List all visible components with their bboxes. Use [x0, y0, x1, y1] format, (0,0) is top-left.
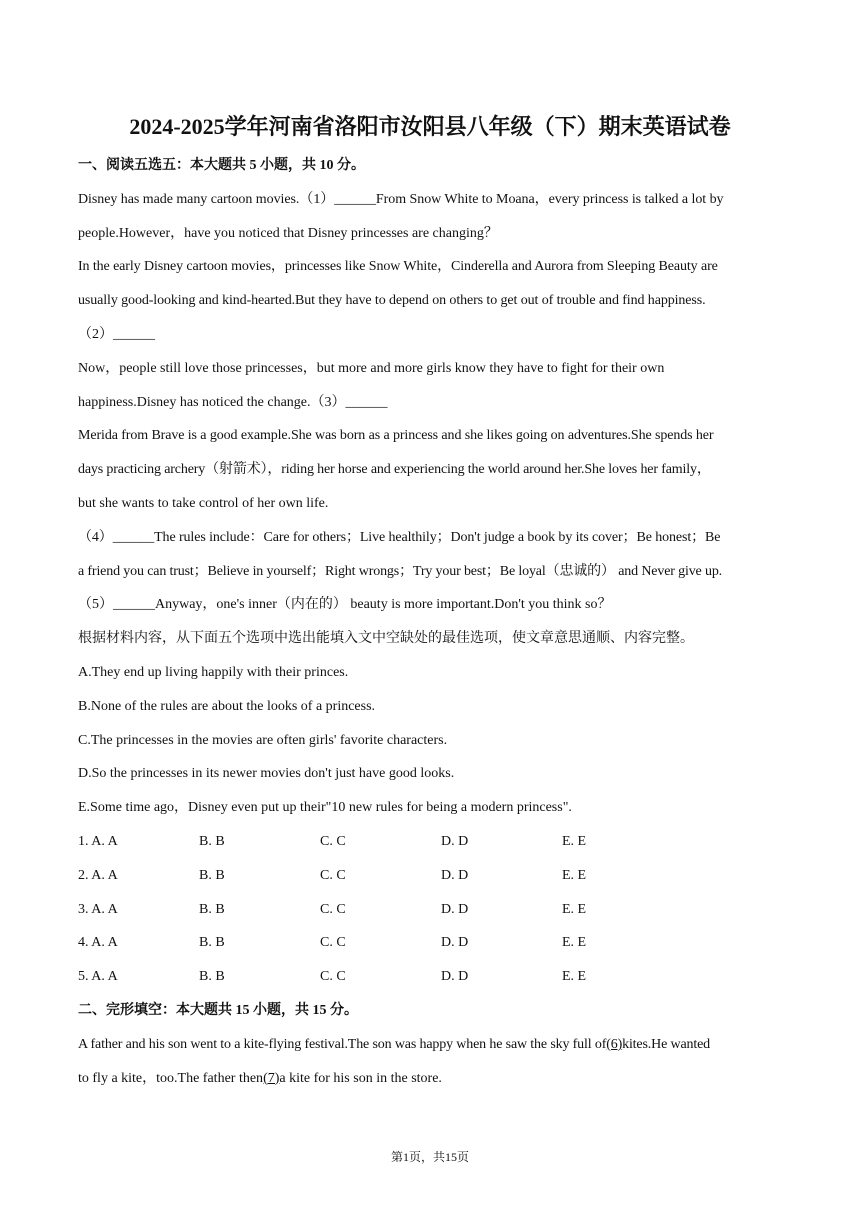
choice-c[interactable]: C. C: [320, 867, 346, 883]
question-row: [78, 893, 784, 927]
text-run: to fly a kite，too.The father then: [78, 1070, 264, 1086]
option-b: B.None of the rules are about the looks of a princess.: [78, 698, 376, 714]
passage-line: In the early Disney cartoon movies，princesses like Snow White，Cinderella and Aurora from Sleeping Beauty are: [78, 259, 718, 275]
blank-6: (6): [606, 1036, 623, 1052]
passage-line: （4）______The rules include：Care for others；Live healthily；Don't judge a book by its cover；Be honest；Be: [78, 529, 721, 545]
choice-e[interactable]: E. E: [562, 935, 587, 951]
option-c: C.The princesses in the movies are often girls' favorite characters.: [78, 732, 448, 748]
choice-b[interactable]: B. B: [199, 901, 225, 917]
text-run: kites.He wanted: [622, 1036, 711, 1052]
choice-a[interactable]: 1. A. A: [78, 833, 118, 849]
passage-line: days practicing archery（射箭术），riding her horse and experiencing the world around her.She loves her family，: [78, 462, 711, 478]
passage-line: （2）______: [78, 326, 155, 342]
blank-7: (7): [263, 1070, 280, 1086]
choice-c[interactable]: C. C: [320, 969, 346, 985]
instruction-line: 根据材料内容，从下面五个选项中选出能填入文中空缺处的最佳选项，使文章意思通顺、内容完整。: [78, 631, 694, 647]
choice-a[interactable]: 4. A. A: [78, 935, 118, 951]
passage-line: Merida from Brave is a good example.She was born as a princess and she likes going on adventures.She spends her: [78, 428, 714, 444]
choice-c[interactable]: C. C: [320, 901, 346, 917]
passage-line: Now，people still love those princesses，but more and more girls know they have to fight for their own: [78, 360, 665, 376]
passage-line: [78, 1062, 784, 1096]
choice-d[interactable]: D. D: [441, 969, 469, 985]
question-row: [78, 960, 784, 994]
passage-line: people.However，have you noticed that Disney princesses are changing？: [78, 225, 498, 241]
choice-c[interactable]: C. C: [320, 935, 346, 951]
text-run: A father and his son went to a kite-flying festival.The son was happy when he saw the sky full of: [78, 1036, 607, 1052]
page-footer: 第1页，共15页: [390, 1150, 469, 1164]
choice-d[interactable]: D. D: [441, 901, 469, 917]
passage-line: usually good-looking and kind-hearted.But they have to depend on others to get out of trouble and find happiness.: [78, 293, 706, 309]
choice-a[interactable]: 2. A. A: [78, 867, 118, 883]
passage-line: a friend you can trust；Believe in yourself；Right wrongs；Try your best；Be loyal（忠诚的） and Never give up.: [78, 563, 723, 579]
option-e: E.Some time ago，Disney even put up their"10 new rules for being a modern princess".: [78, 800, 572, 816]
choice-d[interactable]: D. D: [441, 867, 469, 883]
choice-b[interactable]: B. B: [199, 935, 225, 951]
option-d: D.So the princesses in its newer movies don't just have good looks.: [78, 766, 455, 782]
choice-e[interactable]: E. E: [562, 867, 587, 883]
choice-c[interactable]: C. C: [320, 833, 346, 849]
choice-d[interactable]: D. D: [441, 833, 469, 849]
passage-line: Disney has made many cartoon movies.（1）______From Snow White to Moana，every princess is talked a lot by: [78, 191, 724, 207]
document-body: [78, 149, 784, 1095]
question-row: [78, 859, 784, 893]
text-run: a kite for his son in the store.: [279, 1070, 442, 1086]
question-row: [78, 926, 784, 960]
section-1-heading: 一、阅读五选五：本大题共 5 小题，共 10 分。: [78, 158, 365, 173]
passage-line: （5）______Anyway，one's inner（内在的） beauty is more important.Don't you think so？: [78, 597, 612, 613]
choice-b[interactable]: B. B: [199, 833, 225, 849]
choice-e[interactable]: E. E: [562, 901, 587, 917]
passage-line: happiness.Disney has noticed the change.（3）______: [78, 394, 388, 410]
choice-d[interactable]: D. D: [441, 935, 469, 951]
choice-a[interactable]: 5. A. A: [78, 969, 118, 985]
choice-a[interactable]: 3. A. A: [78, 901, 118, 917]
choice-b[interactable]: B. B: [199, 969, 225, 985]
choice-e[interactable]: E. E: [562, 833, 587, 849]
choice-b[interactable]: B. B: [199, 867, 225, 883]
choice-e[interactable]: E. E: [562, 969, 587, 985]
question-row: [78, 825, 784, 859]
option-a: A.They end up living happily with their princes.: [78, 664, 349, 680]
passage-line: [78, 1028, 784, 1062]
page-title: 2024-2025学年河南省洛阳市汝阳县八年级（下）期末英语试卷: [129, 114, 731, 139]
passage-line: but she wants to take control of her own life.: [78, 495, 329, 511]
section-2-heading: 二、完形填空：本大题共 15 小题，共 15 分。: [78, 1002, 358, 1018]
